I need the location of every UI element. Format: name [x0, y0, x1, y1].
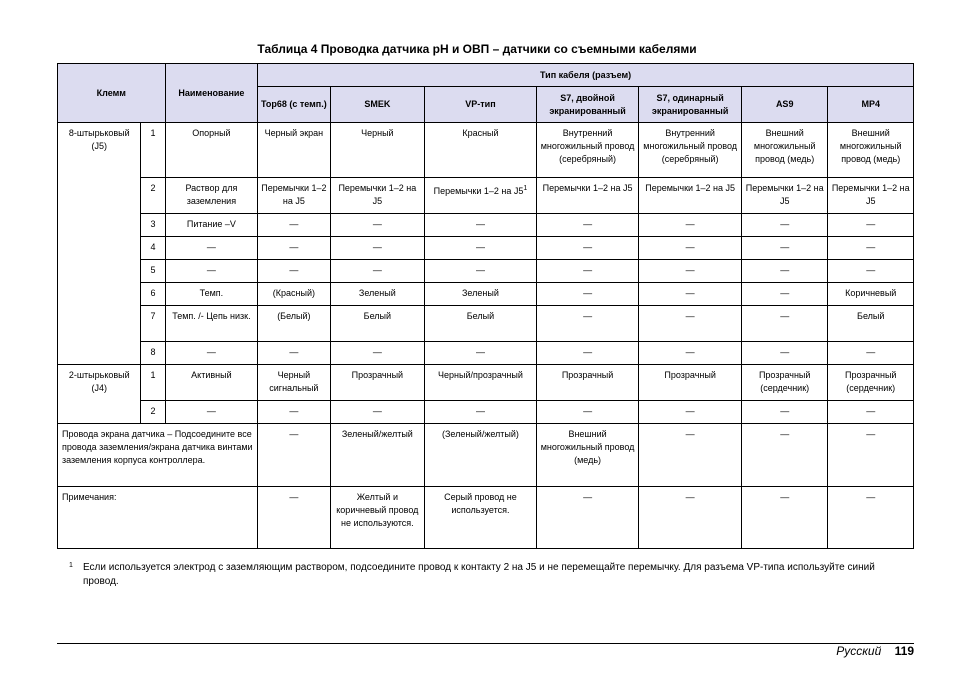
wire-cell: — — [639, 342, 742, 365]
wire-cell: Прозрачный — [330, 365, 425, 401]
pin-name: Питание –V — [165, 214, 258, 237]
wire-cell: Зеленый — [425, 283, 537, 306]
wire-cell: Прозрачный — [536, 365, 639, 401]
wire-cell: — — [741, 487, 828, 549]
pin-number: 8 — [141, 342, 165, 365]
wire-cell: — — [425, 214, 537, 237]
wire-cell: Перемычки 1–2 на J5 — [258, 178, 330, 214]
wire-cell: — — [741, 260, 828, 283]
wire-cell: — — [258, 342, 330, 365]
wire-cell: (Красный) — [258, 283, 330, 306]
header-cable-type: Тип кабеля (разъем) — [258, 64, 914, 87]
wire-cell: — — [639, 424, 742, 487]
footer-divider — [57, 643, 914, 644]
header-col: Top68 (с темп.) — [258, 87, 330, 123]
wire-cell: Желтый и коричневый провод не используются. — [330, 487, 425, 549]
wire-cell: — — [741, 237, 828, 260]
wire-cell: — — [741, 401, 828, 424]
page-number: 119 — [894, 644, 914, 658]
wire-cell: — — [425, 401, 537, 424]
wire-cell: — — [536, 260, 639, 283]
pin-name: Активный — [165, 365, 258, 401]
wire-cell: (Зеленый/желтый) — [425, 424, 537, 487]
wire-cell: Зеленый — [330, 283, 425, 306]
table-row — [58, 306, 914, 342]
wire-cell: — — [741, 214, 828, 237]
wire-cell: Красный — [425, 123, 537, 178]
header-col: SMEK — [330, 87, 425, 123]
pin-name: — — [165, 260, 258, 283]
header-col: AS9 — [741, 87, 828, 123]
wire-cell: Белый — [330, 306, 425, 342]
wire-cell: — — [536, 214, 639, 237]
cell-text: Перемычки 1–2 на J5 — [433, 186, 524, 196]
row-label: Провода экрана датчика – Подсоедините все провода заземления/экрана датчика винтами заземления корпуса контроллера. — [58, 424, 258, 487]
pin-number: 3 — [141, 214, 165, 237]
wire-cell: — — [536, 306, 639, 342]
table-title: Таблица 4 Проводка датчика pH и ОВП – датчики со съемными кабелями — [257, 42, 697, 56]
page-footer — [836, 644, 914, 658]
wire-cell: Внешний многожильный провод (медь) — [741, 123, 828, 178]
wire-cell: — — [536, 401, 639, 424]
table-row — [58, 178, 914, 214]
wire-cell: — — [425, 260, 537, 283]
wire-cell: — — [258, 237, 330, 260]
pin-number: 1 — [141, 365, 165, 401]
pin-number: 7 — [141, 306, 165, 342]
row-label: Примечания: — [58, 487, 258, 549]
wire-cell: — — [258, 401, 330, 424]
wire-cell: Перемычки 1–2 на J5 — [828, 178, 914, 214]
wire-cell: — — [639, 214, 742, 237]
wire-cell: — — [639, 260, 742, 283]
pin-number: 2 — [141, 178, 165, 214]
wire-cell: — — [330, 260, 425, 283]
wire-cell: Внутренний многожильный провод (серебряный) — [639, 123, 742, 178]
wire-cell: — — [639, 283, 742, 306]
wire-cell: — — [828, 424, 914, 487]
header-klemm: Клемм — [58, 64, 166, 123]
wire-cell: — — [828, 401, 914, 424]
footnote-number: 1 — [69, 562, 73, 569]
footnote — [69, 561, 909, 589]
wire-cell: Перемычки 1–2 на J5 — [741, 178, 828, 214]
wire-cell: — — [258, 260, 330, 283]
table-row — [58, 365, 914, 401]
wire-cell: Черный экран — [258, 123, 330, 178]
wire-cell: Черный — [330, 123, 425, 178]
wire-cell: Прозрачный (сердечник) — [828, 365, 914, 401]
table-row — [58, 487, 914, 549]
header-col: S7, двойной экранированный — [536, 87, 639, 123]
wire-cell: Коричневый — [828, 283, 914, 306]
wire-cell: Белый — [425, 306, 537, 342]
connector-label: 8-штырьковый (J5) — [58, 123, 141, 365]
wire-cell: Перемычки 1–2 на J5 — [536, 178, 639, 214]
wire-cell: Перемычки 1–2 на J5 — [639, 178, 742, 214]
pin-number: 4 — [141, 237, 165, 260]
wire-cell: — — [828, 214, 914, 237]
wire-cell: — — [741, 424, 828, 487]
wire-cell: — — [639, 487, 742, 549]
table-row — [58, 424, 914, 487]
table-row — [58, 342, 914, 365]
wire-cell: — — [258, 424, 330, 487]
header-col: MP4 — [828, 87, 914, 123]
connector-label: 2-штырьковый (J4) — [58, 365, 141, 424]
wire-cell: — — [258, 487, 330, 549]
wire-cell: Прозрачный — [639, 365, 742, 401]
pin-name: Опорный — [165, 123, 258, 178]
table-row — [58, 214, 914, 237]
wire-cell: (Белый) — [258, 306, 330, 342]
wire-cell: Прозрачный (сердечник) — [741, 365, 828, 401]
pin-name: — — [165, 237, 258, 260]
wire-cell: Зеленый/желтый — [330, 424, 425, 487]
wire-cell: — — [828, 260, 914, 283]
wire-cell: — — [425, 342, 537, 365]
wire-cell: — — [536, 237, 639, 260]
wire-cell: — — [258, 214, 330, 237]
wire-cell: Белый — [828, 306, 914, 342]
wire-cell: — — [330, 237, 425, 260]
pin-name: — — [165, 342, 258, 365]
wire-cell: — — [536, 487, 639, 549]
table-row — [58, 123, 914, 178]
footnote-ref: 1 — [523, 185, 528, 192]
pin-name: Темп. — [165, 283, 258, 306]
wire-cell: — — [536, 342, 639, 365]
wire-cell: Внешний многожильный провод (медь) — [536, 424, 639, 487]
footnote-text: Если используется электрод с заземляющим раствором, подсоедините провод к контакту 2 на J5 и не перемещайте перемычку. Для разъема VP-типа используйте синий провод. — [83, 562, 875, 587]
table-row — [58, 401, 914, 424]
wire-cell: — — [330, 401, 425, 424]
wire-cell: Внутренний многожильный провод (серебряный) — [536, 123, 639, 178]
wire-cell: — — [741, 342, 828, 365]
wire-cell: Перемычки 1–2 на J5 — [330, 178, 425, 214]
pin-name: — — [165, 401, 258, 424]
header-col: VP-тип — [425, 87, 537, 123]
wire-cell: — — [828, 487, 914, 549]
wiring-table — [57, 63, 914, 549]
pin-number: 6 — [141, 283, 165, 306]
wire-cell: Черный сигнальный — [258, 365, 330, 401]
wire-cell: Внешний многожильный провод (медь) — [828, 123, 914, 178]
pin-number: 5 — [141, 260, 165, 283]
footer-language: Русский — [836, 644, 882, 658]
wire-cell: — — [639, 237, 742, 260]
wire-cell: Серый провод не используется. — [425, 487, 537, 549]
wire-cell: — — [828, 342, 914, 365]
wire-cell — [425, 178, 537, 214]
wire-cell: — — [741, 306, 828, 342]
wire-cell: — — [741, 283, 828, 306]
wire-cell: — — [330, 214, 425, 237]
pin-name: Темп. /- Цепь низк. — [165, 306, 258, 342]
header-name: Наименование — [165, 64, 258, 123]
wire-cell: — — [639, 306, 742, 342]
pin-number: 1 — [141, 123, 165, 178]
header-col: S7, одинарный экранированный — [639, 87, 742, 123]
wire-cell: — — [639, 401, 742, 424]
wire-cell: — — [425, 237, 537, 260]
wire-cell: — — [536, 283, 639, 306]
wire-cell: — — [330, 342, 425, 365]
table-row — [58, 283, 914, 306]
pin-name: Раствор для заземления — [165, 178, 258, 214]
pin-number: 2 — [141, 401, 165, 424]
wire-cell: Черный/прозрачный — [425, 365, 537, 401]
table-row — [58, 260, 914, 283]
table-row — [58, 237, 914, 260]
wire-cell: — — [828, 237, 914, 260]
